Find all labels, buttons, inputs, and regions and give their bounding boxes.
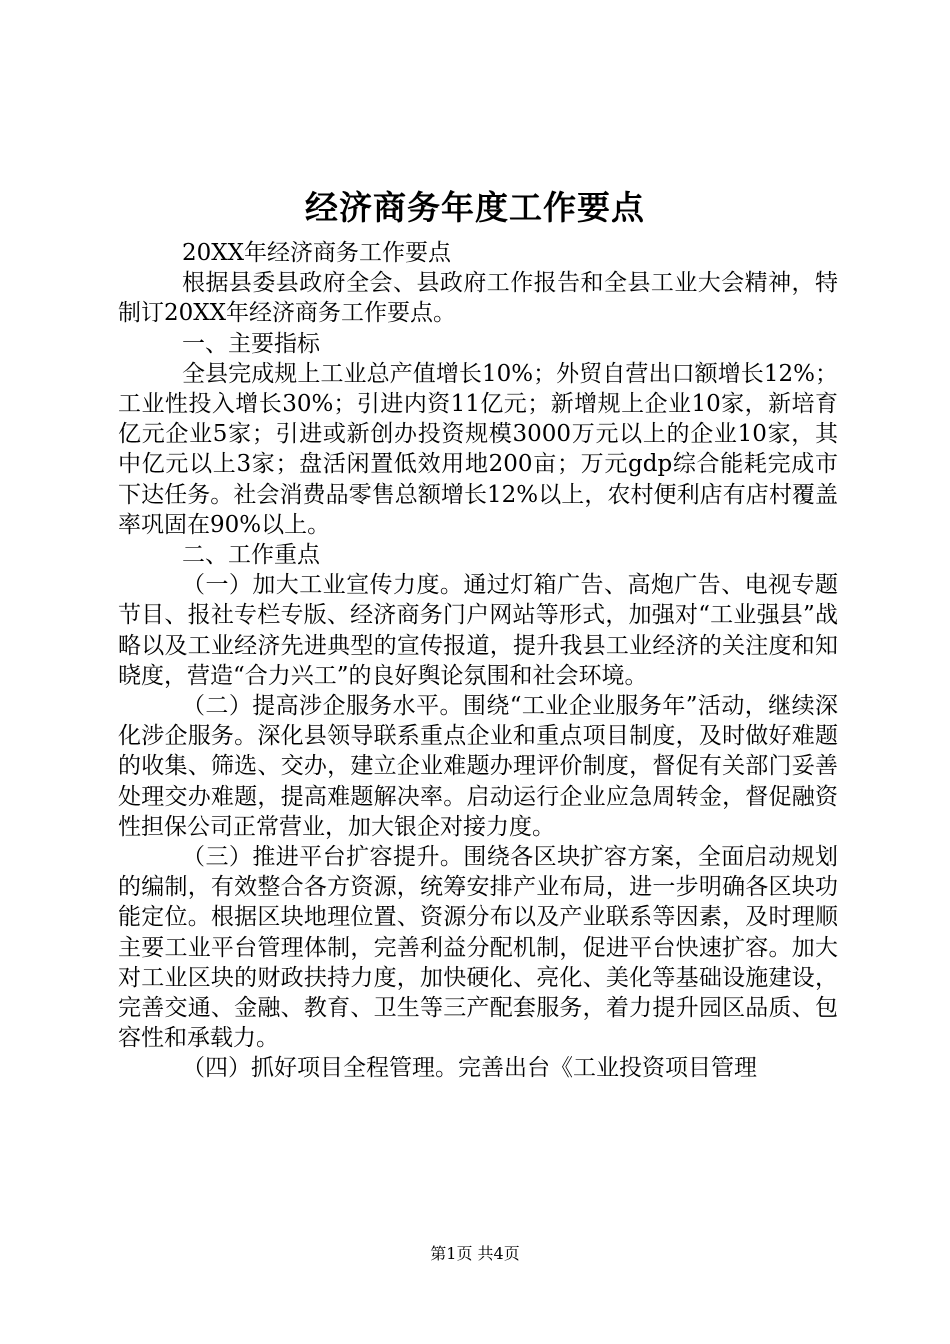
- paragraph-item-2: （二）提高涉企服务水平。围绕“工业企业服务年”活动，继续深化涉企服务。深化县领导联系重点企业和重点项目制度，及时做好难题的收集、筛选、交办，建立企业难题办理评价制度，督促有关部门妥善处理交办难题，提高难题解决率。启动运行企业应急周转金，督促融资性担保公司正常营业，加大银企对接力度。: [118, 693, 838, 840]
- section-heading-work-focus: 二、工作重点: [182, 542, 320, 569]
- paragraph-intro: 根据县委县政府全会、县政府工作报告和全县工业大会精神，特制订20XX年经济商务工作要点。: [118, 270, 838, 327]
- paragraph-heading: 20XX年经济商务工作要点: [182, 240, 452, 266]
- page-footer: 第1页 共4页: [430, 1244, 520, 1263]
- paragraph-item-1: （一）加大工业宣传力度。通过灯箱广告、高炮广告、电视专题节目、报社专栏专版、经济商务门户网站等形式，加强对“工业强县”战略以及工业经济先进典型的宣传报道，提升我县工业经济的关注度和知晓度，营造“合力兴工”的良好舆论氛围和社会环境。: [118, 572, 838, 689]
- document-title: 经济商务年度工作要点: [305, 188, 645, 227]
- section-heading-main-indicators: 一、主要指标: [182, 330, 320, 357]
- paragraph-main-indicators: 全县完成规上工业总产值增长10%；外贸自营出口额增长12%；工业性投入增长30%；引进内资11亿元；新增规上企业10家，新培育亿元企业5家；引进或新创办投资规模3000万元以上的企业10家，其中亿元以上3家；盘活闲置低效用地200亩；万元gdp综合能耗完成市下达任务。社会消费品零售总额增长12%以上，农村便利店有店村覆盖率巩固在90%以上。: [118, 360, 838, 538]
- paragraph-item-3: （三）推进平台扩容提升。围绕各区块扩容方案，全面启动规划的编制，有效整合各方资源，统筹安排产业布局，进一步明确各区块功能定位。根据区块地理位置、资源分布以及产业联系等因素，及时理顺主要工业平台管理体制，完善利益分配机制，促进平台快速扩容。加大对工业区块的财政扶持力度，加快硬化、亮化、美化等基础设施建设，完善交通、金融、教育、卫生等三产配套服务，着力提升园区品质、包容性和承载力。: [118, 844, 838, 1052]
- paragraph-item-4: （四）抓好项目全程管理。完善出台《工业投资项目管理: [182, 1055, 757, 1082]
- document-body: [118, 238, 838, 1084]
